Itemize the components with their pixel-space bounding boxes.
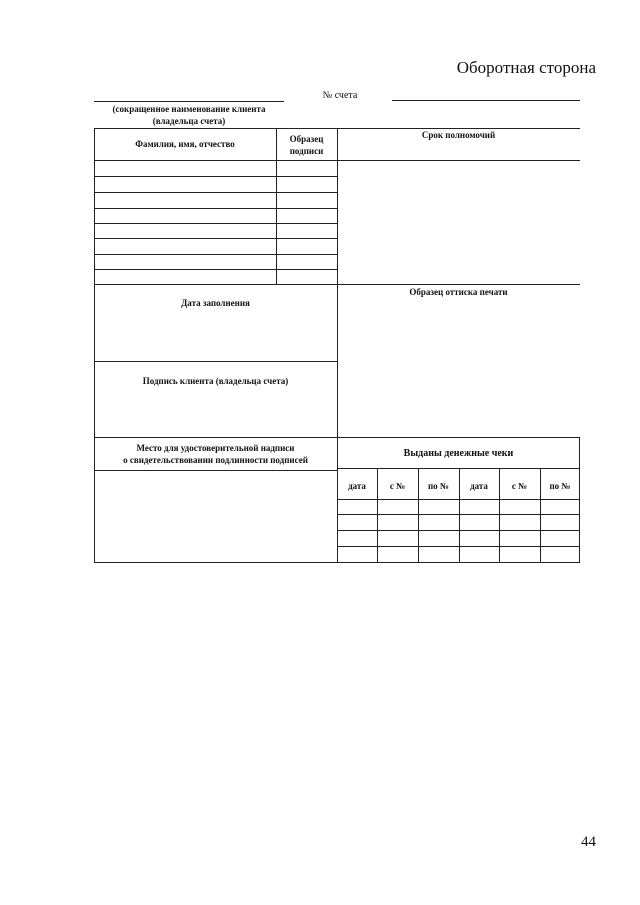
account-number-line — [392, 100, 580, 101]
cheque-header-bottom-border — [337, 499, 580, 500]
cheques-title: Выданы денежные чеки — [403, 448, 514, 459]
column-divider-sample — [276, 128, 277, 284]
certification-label-2: о свидетельствовании подлинности подписей — [123, 455, 308, 465]
row-divider — [94, 238, 337, 239]
cheque-col-to-2: по № — [549, 481, 571, 491]
certification-header-border — [94, 470, 337, 471]
header-bottom-border-left — [94, 160, 337, 161]
row-divider — [94, 176, 337, 177]
certification-label-1: Место для удостоверительной надписи — [136, 443, 295, 453]
cheque-col-to-1: по № — [428, 481, 449, 491]
cheque-col-date-2: дата — [470, 481, 488, 491]
column-sample-header-1: Образец — [289, 134, 324, 144]
row-divider — [94, 254, 337, 255]
client-name-caption-2: (владельца счета) — [152, 116, 226, 126]
client-name-caption-1: (сокращенное наименование клиента — [112, 104, 266, 114]
column-sample-header-2: подписи — [289, 146, 324, 156]
cheque-row-divider — [337, 546, 580, 547]
account-number-label: № счета — [322, 90, 358, 101]
cheque-col-divider — [418, 468, 419, 562]
row-divider — [94, 269, 337, 270]
column-term-header: Срок полномочий — [421, 130, 496, 140]
table-bottom-border — [94, 562, 580, 563]
table-center-divider — [337, 128, 338, 562]
bottom-section-top-border — [94, 437, 580, 438]
cheque-col-date-1: дата — [348, 481, 366, 491]
client-signature-label: Подпись клиента (владельца счета) — [142, 376, 289, 386]
fill-date-label: Дата заполнения — [181, 298, 250, 308]
page-number: 44 — [581, 834, 596, 850]
row-divider — [94, 223, 337, 224]
header-bottom-border-right — [337, 160, 580, 161]
cheque-col-divider — [540, 468, 541, 562]
cheque-col-divider — [459, 468, 460, 562]
cheque-col-from-1: с № — [389, 481, 406, 491]
cheque-col-divider — [499, 468, 500, 562]
cheque-col-divider — [377, 468, 378, 562]
table-left-border — [94, 128, 95, 562]
side-title: Оборотная сторона — [456, 58, 596, 77]
row-divider — [94, 208, 337, 209]
cheque-row-divider — [337, 530, 580, 531]
client-name-line — [94, 101, 284, 102]
column-fio-header: Фамилия, имя, отчество — [135, 139, 235, 149]
row-divider — [94, 192, 337, 193]
fill-date-bottom-border — [94, 361, 337, 362]
cheque-row-divider — [337, 514, 580, 515]
cheque-col-from-2: с № — [511, 481, 528, 491]
seal-sample-label: Образец оттиска печати — [409, 287, 508, 297]
